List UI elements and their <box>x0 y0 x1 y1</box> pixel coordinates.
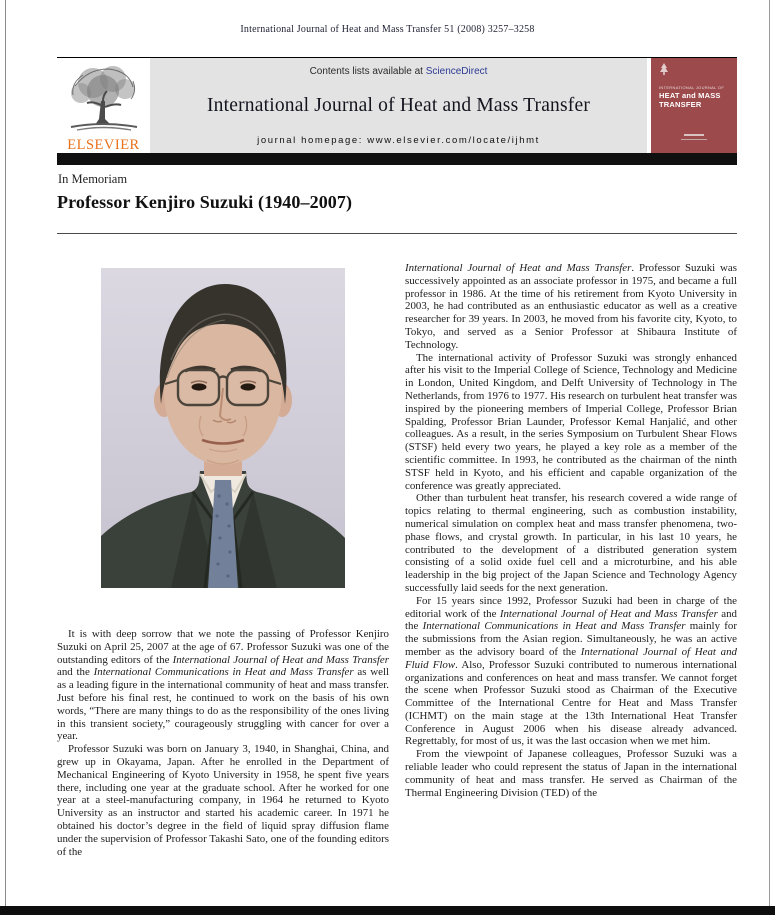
paragraph: From the viewpoint of Japanese colleagues, Professor Suzuki was a reliable leader who could represent the status of Japan in the international community of heat and mass transfer. He served as Chairman of the Thermal Engineering Division (TED) of the <box>405 748 737 799</box>
portrait-photo <box>101 268 345 588</box>
left-column-text <box>57 628 389 858</box>
journal-citation: International Journal of Heat and Mass Transfer 51 (2008) 3257–3258 <box>240 24 535 35</box>
section-label: In Memoriam <box>58 172 128 186</box>
paragraph: It is with deep sorrow that we note the passing of Professor Kenjiro Suzuki on April 25, 2007 at the age of 67. Professor Suzuki was one of the outstanding editors of the International Journal of Heat and Mass Transfer and the International Communications in Heat and Mass Transfer as well as a leading figure in the international community of heat and mass transfer. Just before his final rest, he continued to work on the basis of his own words, “There are many things to do as the responsibility of the ones living in this transient society,” courageously struggling with cancer for over a year. <box>57 628 389 743</box>
article-title: Professor Kenjiro Suzuki (1940–2007) <box>57 192 353 212</box>
header-banner <box>150 58 647 153</box>
journal-header <box>57 57 737 153</box>
cover-title-line2: TRANSFER <box>659 99 702 109</box>
page-bottom-bar <box>0 906 775 915</box>
contents-prefix: Contents lists available at <box>309 66 426 77</box>
journal-title: International Journal of Heat and Mass Transfer <box>206 95 591 116</box>
publisher-logo-area <box>57 58 150 153</box>
cover-series-label: INTERNATIONAL JOURNAL OF <box>659 85 725 90</box>
title-rule <box>57 233 737 234</box>
page-edge-right <box>769 0 770 907</box>
paragraph: The international activity of Professor Suzuki was strongly enhanced after his visit to the Imperial College of Science, Technology and Medicine in London, United Kingdom, and Delft University of Technology in The Netherlands, from 1976 to 1977. His research on turbulent heat transfer was inspired by the pioneering members of Imperial College, Professor Brian Spalding, Professor Brian Launder, Professor Kemal Hanjalić, and other colleagues. As a result, in the series Symposium on Turbulent Shear Flows (STSF) held every two years, he played a key role as a member of the scientific committee. In 1993, he contributed as the chairman of the ninth STSF held in Kyoto, and his efficient and capable organization of the conference was greatly appreciated. <box>405 351 737 492</box>
journal-homepage-link[interactable]: journal homepage: www.elsevier.com/locate/ijhmt <box>257 135 540 146</box>
cover-dash-thin <box>681 139 707 140</box>
cover-footer-marks <box>651 134 737 143</box>
left-column <box>57 262 389 858</box>
cover-title-line1: HEAT and MASS <box>659 91 721 100</box>
right-column <box>405 262 737 858</box>
elsevier-tree-icon <box>63 61 143 133</box>
right-column-text <box>405 262 737 799</box>
paragraph: Professor Suzuki was born on January 3, 1940, in Shanghai, China, and grew up in Okayama, Japan. After he enrolled in the Department of Mechanical Engineering of Kyoto University in 1958, he spent five years there, including one year at the graduate school. After he worked for one year at a steel-manufacturing company, in 1964 he returned to Kyoto University as an instructor and started his academic career. In 1971 he obtained his doctor’s degree in the field of liquid spray diffusion flame under the supervision of Professor Takashi Sato, one of the founding editors of the <box>57 743 389 858</box>
journal-cover-thumbnail <box>651 58 737 153</box>
page-edge-left <box>5 0 6 907</box>
sciencedirect-link[interactable]: ScienceDirect <box>425 66 488 77</box>
paragraph: For 15 years since 1992, Professor Suzuki had been in charge of the editorial work of the International Journal of Heat and Mass Transfer and the International Communications in Heat and Mass Transfer mainly for the submissions from the Asian region. Simultaneously, he was an active member as the advisory board of the International Journal of Heat and Fluid Flow. Also, Professor Suzuki contributed to numerous international organizations and conferences on heat and mass transfer. We cannot forget the scene when Professor Suzuki stood as Chairman of the Executive Committee of the International Centre for Heat and Mass Transfer (ICHMT) on the main stage at the 13th International Heat Transfer Conference in August 2006 when his disease already advanced. Regrettably, for most of us, it was the last occasion when we met him. <box>405 594 737 748</box>
publisher-wordmark: ELSEVIER <box>67 136 140 153</box>
header-divider-bar <box>57 153 737 165</box>
paragraph: International Journal of Heat and Mass Transfer. Professor Suzuki was successively appointed as an associate professor in 1975, and became a full professor in 1986. At the time of his retirement from Kyoto University in 2003, he had contributed as an enthusiastic educator as well as a creative researcher for 39 years. In 2003, he moved from his favorite city, Kyoto, to Tokyo, and served as a Senior Professor at Shibaura Institute of Technology. <box>405 262 737 351</box>
journal-cover-emblem-icon <box>659 63 669 75</box>
contents-list-line <box>310 66 488 77</box>
article-body <box>57 262 737 858</box>
cover-dash <box>684 134 704 136</box>
portrait-photo-image <box>101 268 345 588</box>
paragraph: Other than turbulent heat transfer, his research covered a wide range of topics relating to thermal engineering, such as combustion instability, numerical simulation on complex heat and mass transfer phenomena, two-phase flows, and crystal growth. In particular, in his last 10 years, he contributed to the development of a distributed generation system consisting of a solid oxide fuel cell and a microturbine, and his able leadership in the big project of the Japan Science and Technology Agency successfully laid seeds for the next generation. <box>405 492 737 594</box>
